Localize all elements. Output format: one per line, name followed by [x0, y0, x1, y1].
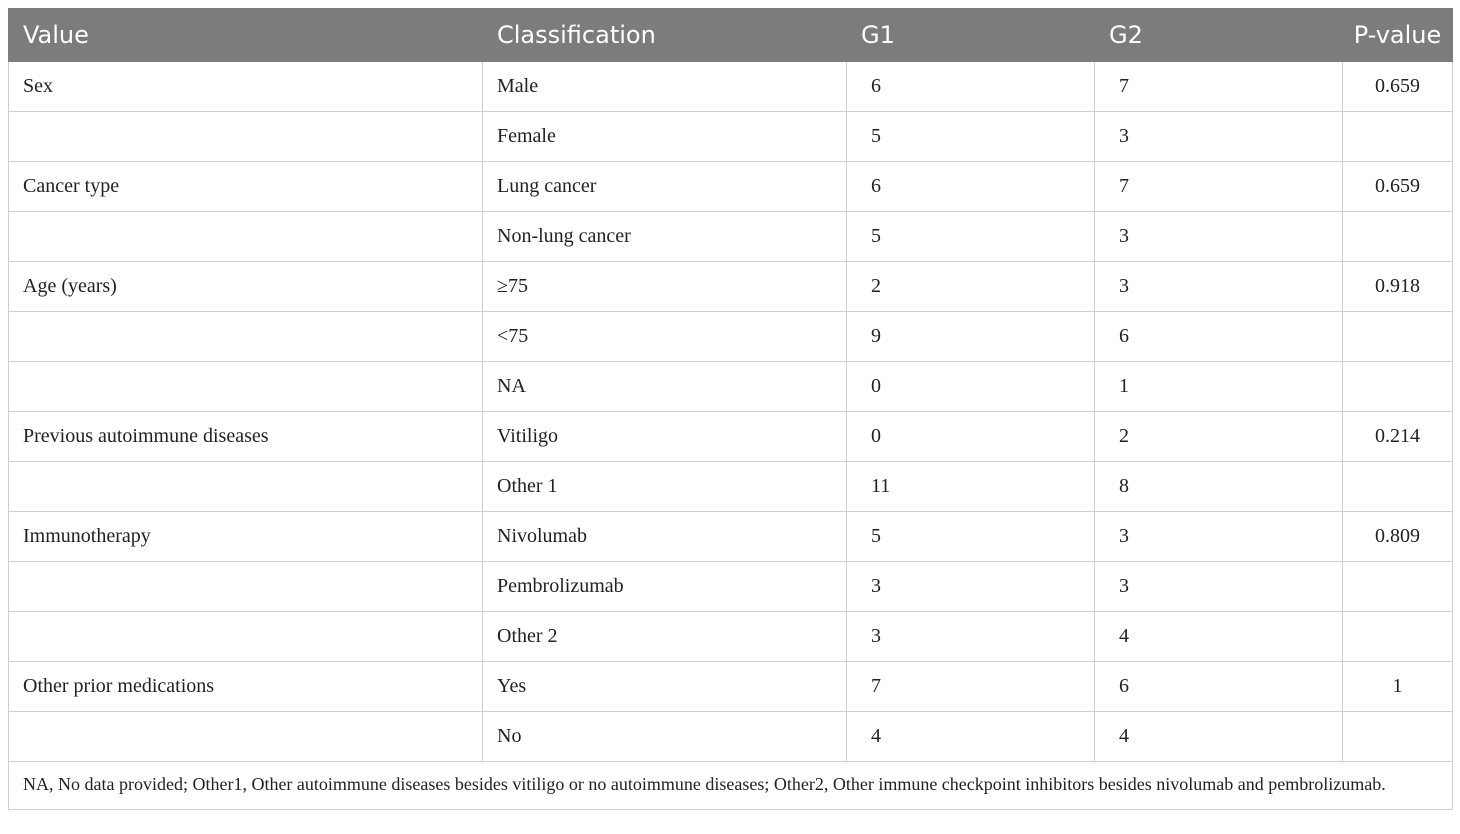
table-row [9, 662, 1453, 712]
cell-g1: 6 [847, 162, 1095, 212]
cell-g2: 4 [1095, 712, 1343, 762]
table-row [9, 62, 1453, 112]
table-row [9, 212, 1453, 262]
cell-p-value: 0.918 [1343, 262, 1453, 312]
table-row [9, 262, 1453, 312]
table-row [9, 312, 1453, 362]
cell-p-value [1343, 712, 1453, 762]
cell-g1: 5 [847, 112, 1095, 162]
cell-value [9, 712, 483, 762]
cell-g1: 5 [847, 212, 1095, 262]
cell-p-value: 1 [1343, 662, 1453, 712]
cell-value [9, 612, 483, 662]
cell-g1: 3 [847, 562, 1095, 612]
cell-g2: 3 [1095, 212, 1343, 262]
cell-g1: 7 [847, 662, 1095, 712]
table-row [9, 712, 1453, 762]
header-row [9, 9, 1453, 62]
cell-value: Previous autoimmune diseases [9, 412, 483, 462]
table-row [9, 112, 1453, 162]
data-table [8, 8, 1453, 810]
cell-g2: 3 [1095, 562, 1343, 612]
cell-value [9, 462, 483, 512]
header-value: Value [9, 9, 483, 62]
cell-value [9, 112, 483, 162]
cell-g2: 2 [1095, 412, 1343, 462]
header-p-value: P-value [1343, 9, 1453, 62]
cell-value [9, 312, 483, 362]
cell-classification: Vitiligo [483, 412, 847, 462]
cell-classification: Nivolumab [483, 512, 847, 562]
cell-g2: 3 [1095, 512, 1343, 562]
cell-p-value [1343, 312, 1453, 362]
cell-g2: 6 [1095, 312, 1343, 362]
cell-classification: ≥75 [483, 262, 847, 312]
cell-value: Cancer type [9, 162, 483, 212]
header-g1: G1 [847, 9, 1095, 62]
cell-p-value [1343, 362, 1453, 412]
cell-p-value [1343, 212, 1453, 262]
cell-g2: 3 [1095, 262, 1343, 312]
cell-g1: 5 [847, 512, 1095, 562]
cell-g1: 3 [847, 612, 1095, 662]
cell-g1: 11 [847, 462, 1095, 512]
table-row [9, 612, 1453, 662]
cell-g1: 2 [847, 262, 1095, 312]
cell-p-value [1343, 612, 1453, 662]
cell-classification: Pembrolizumab [483, 562, 847, 612]
table-row [9, 462, 1453, 512]
cell-value [9, 362, 483, 412]
table-row [9, 162, 1453, 212]
header-g2: G2 [1095, 9, 1343, 62]
cell-g1: 0 [847, 412, 1095, 462]
cell-g1: 9 [847, 312, 1095, 362]
cell-classification: Other 1 [483, 462, 847, 512]
cell-p-value: 0.659 [1343, 62, 1453, 112]
cell-g2: 7 [1095, 162, 1343, 212]
cell-classification: No [483, 712, 847, 762]
cell-g2: 1 [1095, 362, 1343, 412]
table-container [8, 8, 1452, 810]
cell-g2: 8 [1095, 462, 1343, 512]
cell-g1: 6 [847, 62, 1095, 112]
cell-classification: NA [483, 362, 847, 412]
cell-value: Sex [9, 62, 483, 112]
cell-classification: Male [483, 62, 847, 112]
cell-classification: Other 2 [483, 612, 847, 662]
cell-value [9, 562, 483, 612]
cell-g2: 6 [1095, 662, 1343, 712]
cell-value [9, 212, 483, 262]
cell-p-value: 0.214 [1343, 412, 1453, 462]
cell-value: Age (years) [9, 262, 483, 312]
cell-p-value [1343, 112, 1453, 162]
cell-classification: Lung cancer [483, 162, 847, 212]
table-row [9, 562, 1453, 612]
cell-g1: 0 [847, 362, 1095, 412]
cell-classification: Non-lung cancer [483, 212, 847, 262]
cell-value: Other prior medications [9, 662, 483, 712]
cell-classification: Yes [483, 662, 847, 712]
table-row [9, 412, 1453, 462]
cell-p-value: 0.659 [1343, 162, 1453, 212]
cell-classification: <75 [483, 312, 847, 362]
cell-p-value [1343, 462, 1453, 512]
table-footnote: NA, No data provided; Other1, Other autoimmune diseases besides vitiligo or no autoimmune diseases; Other2, Other immune checkpoint inhibitors besides nivolumab and pembrolizumab. [9, 762, 1453, 810]
table-row [9, 362, 1453, 412]
cell-p-value: 0.809 [1343, 512, 1453, 562]
table-row [9, 512, 1453, 562]
cell-g2: 4 [1095, 612, 1343, 662]
cell-classification: Female [483, 112, 847, 162]
footnote-row [9, 762, 1453, 810]
cell-g1: 4 [847, 712, 1095, 762]
cell-p-value [1343, 562, 1453, 612]
cell-value: Immunotherapy [9, 512, 483, 562]
cell-g2: 3 [1095, 112, 1343, 162]
header-classification: Classification [483, 9, 847, 62]
cell-g2: 7 [1095, 62, 1343, 112]
